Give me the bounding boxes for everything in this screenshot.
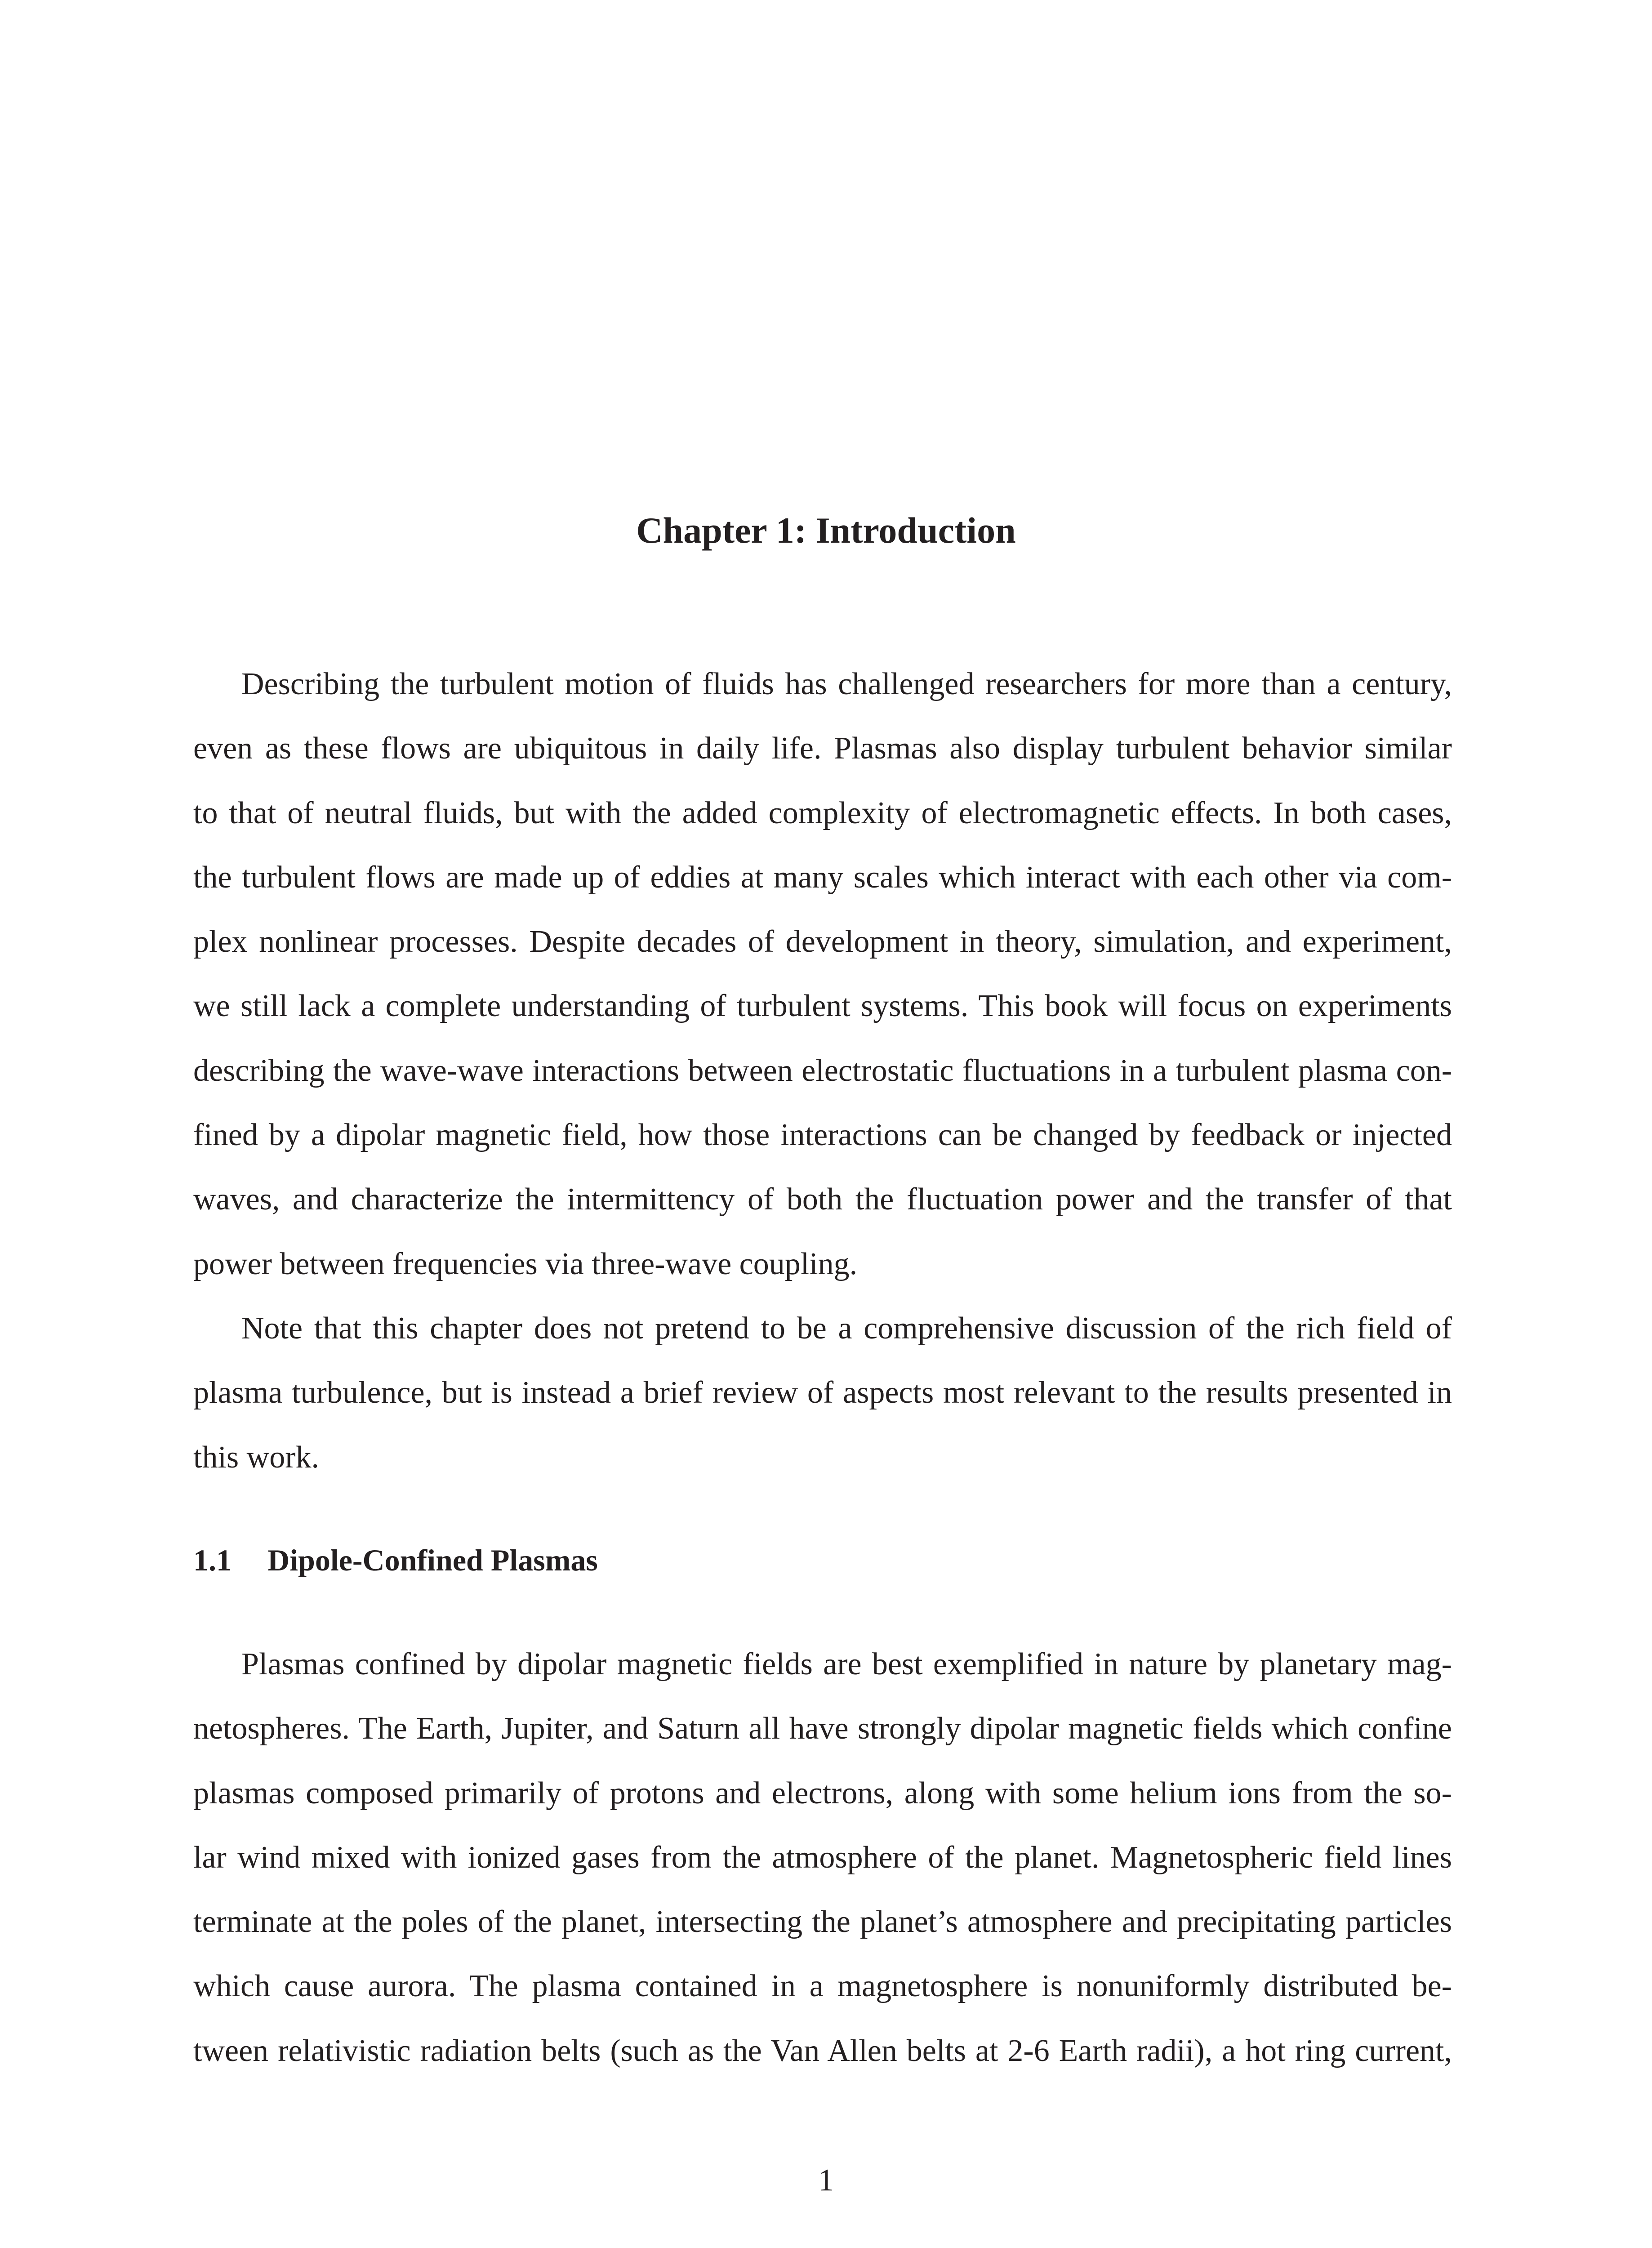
text-line: this work. (193, 1440, 319, 1475)
text-line: power between frequencies via three-wave coupling. (193, 1246, 858, 1281)
text-line: plasma turbulence, but is instead a brief review of aspects most relevant to the results presented in (193, 1375, 1452, 1410)
text-line: Note that this chapter does not pretend to be a comprehensive discussion of the rich field of (241, 1311, 1452, 1346)
section-text (193, 1632, 1452, 2083)
text-line: lar wind mixed with ionized gases from the atmosphere of the planet. Magnetospheric field lines (193, 1840, 1452, 1875)
chapter-title: Chapter 1: Introduction (636, 510, 1016, 551)
section-paragraph-1 (193, 1632, 1452, 2083)
text-line: waves, and characterize the intermittency of both the fluctuation power and the transfer of that (193, 1182, 1452, 1217)
text-line: netospheres. The Earth, Jupiter, and Saturn all have strongly dipolar magnetic fields which confine (193, 1711, 1452, 1746)
text-line: Plasmas confined by dipolar magnetic fields are best exemplified in nature by planetary mag- (241, 1647, 1452, 1682)
text-line: plasmas composed primarily of protons and electrons, along with some helium ions from the so- (193, 1775, 1452, 1811)
text-line: tween relativistic radiation belts (such as the Van Allen belts at 2-6 Earth radii), a hot ring current, (193, 2033, 1452, 2068)
text-line: terminate at the poles of the planet, intersecting the planet’s atmosphere and precipitating particles (193, 1905, 1452, 1940)
text-line: which cause aurora. The plasma contained in a magnetosphere is nonuniformly distributed be- (193, 1969, 1452, 2004)
page-number: 1 (818, 2163, 834, 2198)
intro-paragraph-2 (193, 1296, 1452, 1490)
text-line: Describing the turbulent motion of fluids has challenged researchers for more than a century, (241, 667, 1452, 701)
section-number: 1.1 (193, 1543, 232, 1577)
text-line: describing the wave-wave interactions between electrostatic fluctuations in a turbulent plasma con- (193, 1053, 1452, 1088)
text-line: we still lack a complete understanding of turbulent systems. This book will focus on experiments (193, 989, 1452, 1024)
intro-paragraph-1 (193, 652, 1452, 1296)
section-title: Dipole-Confined Plasmas (267, 1543, 598, 1577)
text-line: the turbulent flows are made up of eddies at many scales which interact with each other via com- (193, 860, 1452, 895)
text-line: plex nonlinear processes. Despite decades of development in theory, simulation, and experiment, (193, 924, 1452, 959)
text-line: to that of neutral fluids, but with the added complexity of electromagnetic effects. In both cases, (193, 795, 1452, 830)
text-line: fined by a dipolar magnetic field, how those interactions can be changed by feedback or injected (193, 1118, 1452, 1153)
text-line: even as these flows are ubiquitous in daily life. Plasmas also display turbulent behavior similar (193, 731, 1452, 766)
section-heading (193, 1538, 598, 1583)
intro-text (193, 652, 1452, 1490)
